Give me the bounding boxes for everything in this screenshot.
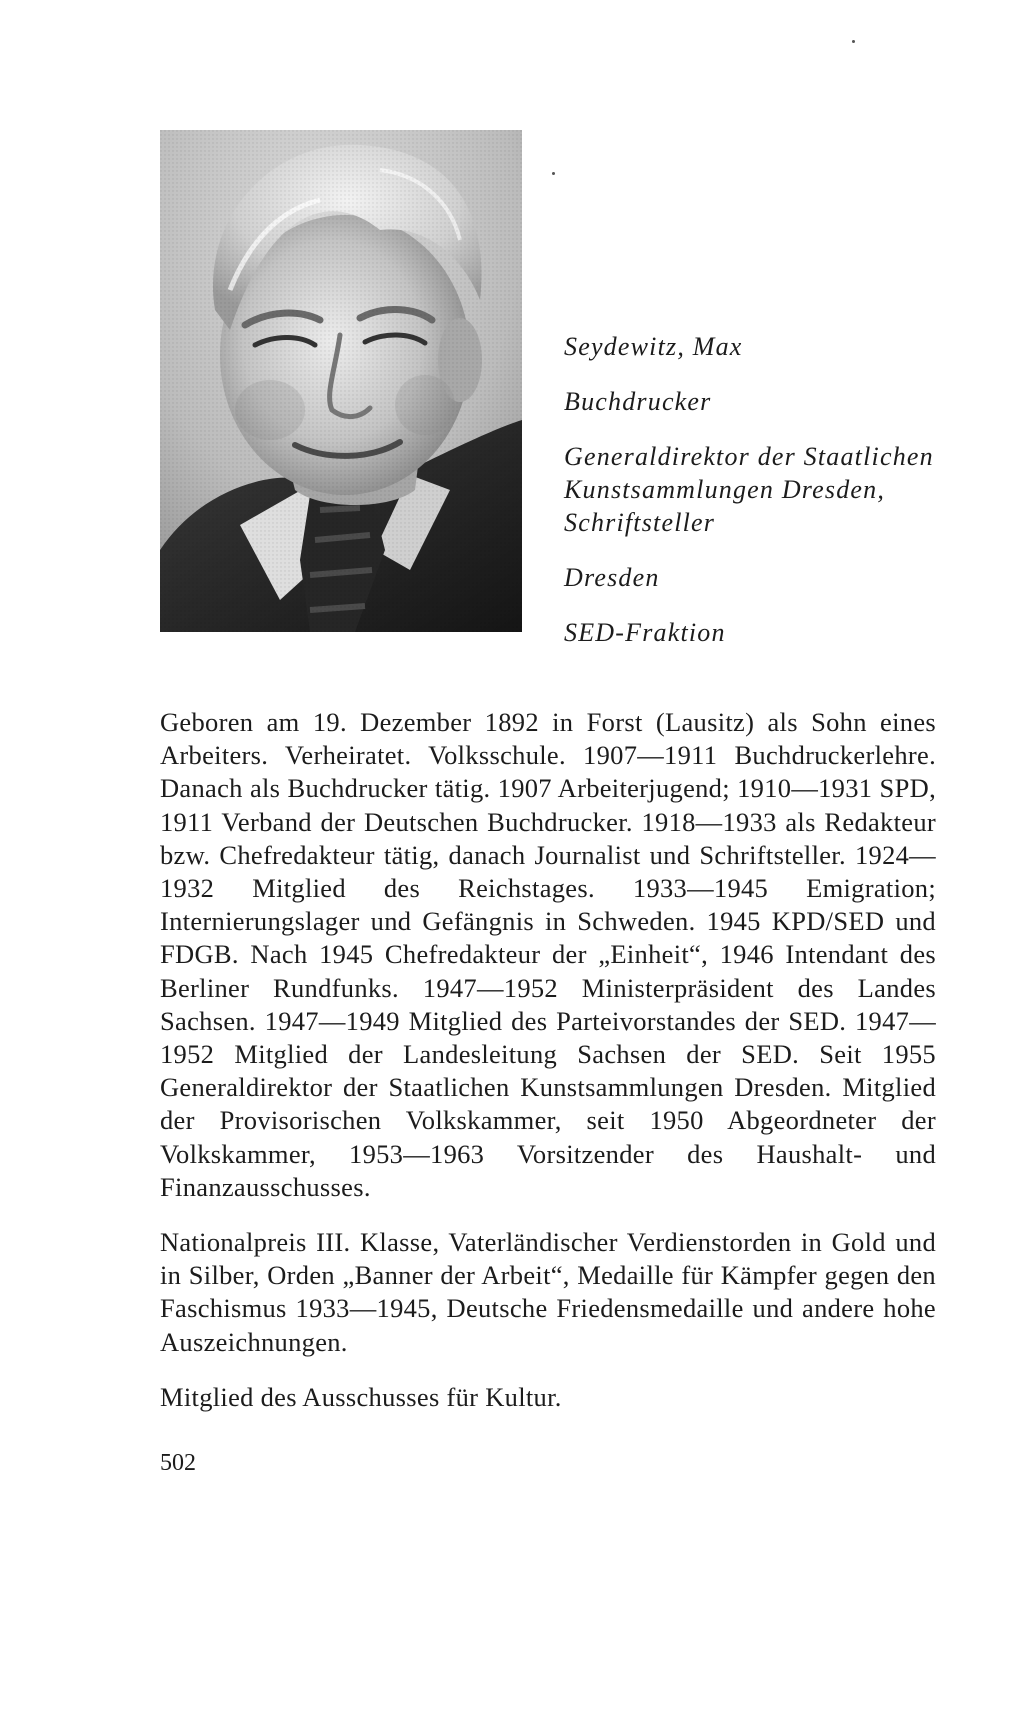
person-name: Seydewitz, Max	[564, 332, 743, 361]
city: Dresden	[564, 563, 660, 592]
page-number: 502	[160, 1450, 196, 1476]
profile-info	[564, 330, 964, 649]
position: Generaldirektor der Staatlichen Kunstsammlungen Dresden, Schriftsteller	[564, 442, 934, 537]
portrait-photo	[160, 130, 522, 632]
faction: SED-Fraktion	[564, 618, 726, 647]
scan-speck	[552, 172, 555, 175]
profession: Buchdrucker	[564, 387, 712, 416]
biography-career: Geboren am 19. Dezember 1892 in Forst (Lausitz) als Sohn eines Arbeiters. Verheiratet. Volksschule. 1907—1911 Buchdruckerlehre. Danach als Buchdrucker tätig. 1907 Arbeiterjugend; 1910—1931 SPD, 1911 Verband der Deutschen Buchdrucker. 1918—1933 als Redakteur bzw. Chefredakteur tätig, danach Journalist und Schriftsteller. 1924—1932 Mitglied des Reichstages. 1933—1945 Emigration; Internierungslager und Gefängnis in Schweden. 1945 KPD/SED und FDGB. Nach 1945 Chefredakteur der „Einheit“, 1946 Intendant des Berliner Rundfunks. 1947—1952 Ministerpräsident des Landes Sachsen. 1947—1949 Mitglied des Parteivorstandes der SED. 1947—1952 Mitglied der Landesleitung Sachsen der SED. Seit 1955 Generaldirektor der Staatlichen Kunstsammlungen Dresden. Mitglied der Provisorischen Volkskammer, seit 1950 Abgeordneter der Volkskammer, 1953—1963 Vorsitzender des Haushalt- und Finanzausschusses.	[160, 707, 936, 1202]
biography-committee: Mitglied des Ausschusses für Kultur.	[160, 1381, 562, 1412]
biography-awards: Nationalpreis III. Klasse, Vaterländischer Verdienstorden in Gold und in Silber, Orden „Banner der Arbeit“, Medaille für Kämpfer gegen den Faschismus 1933—1945, Deutsche Friedensmedaille und andere hohe Auszeichnungen.	[160, 1227, 936, 1357]
biography	[160, 706, 936, 1414]
scan-speck	[852, 40, 855, 43]
